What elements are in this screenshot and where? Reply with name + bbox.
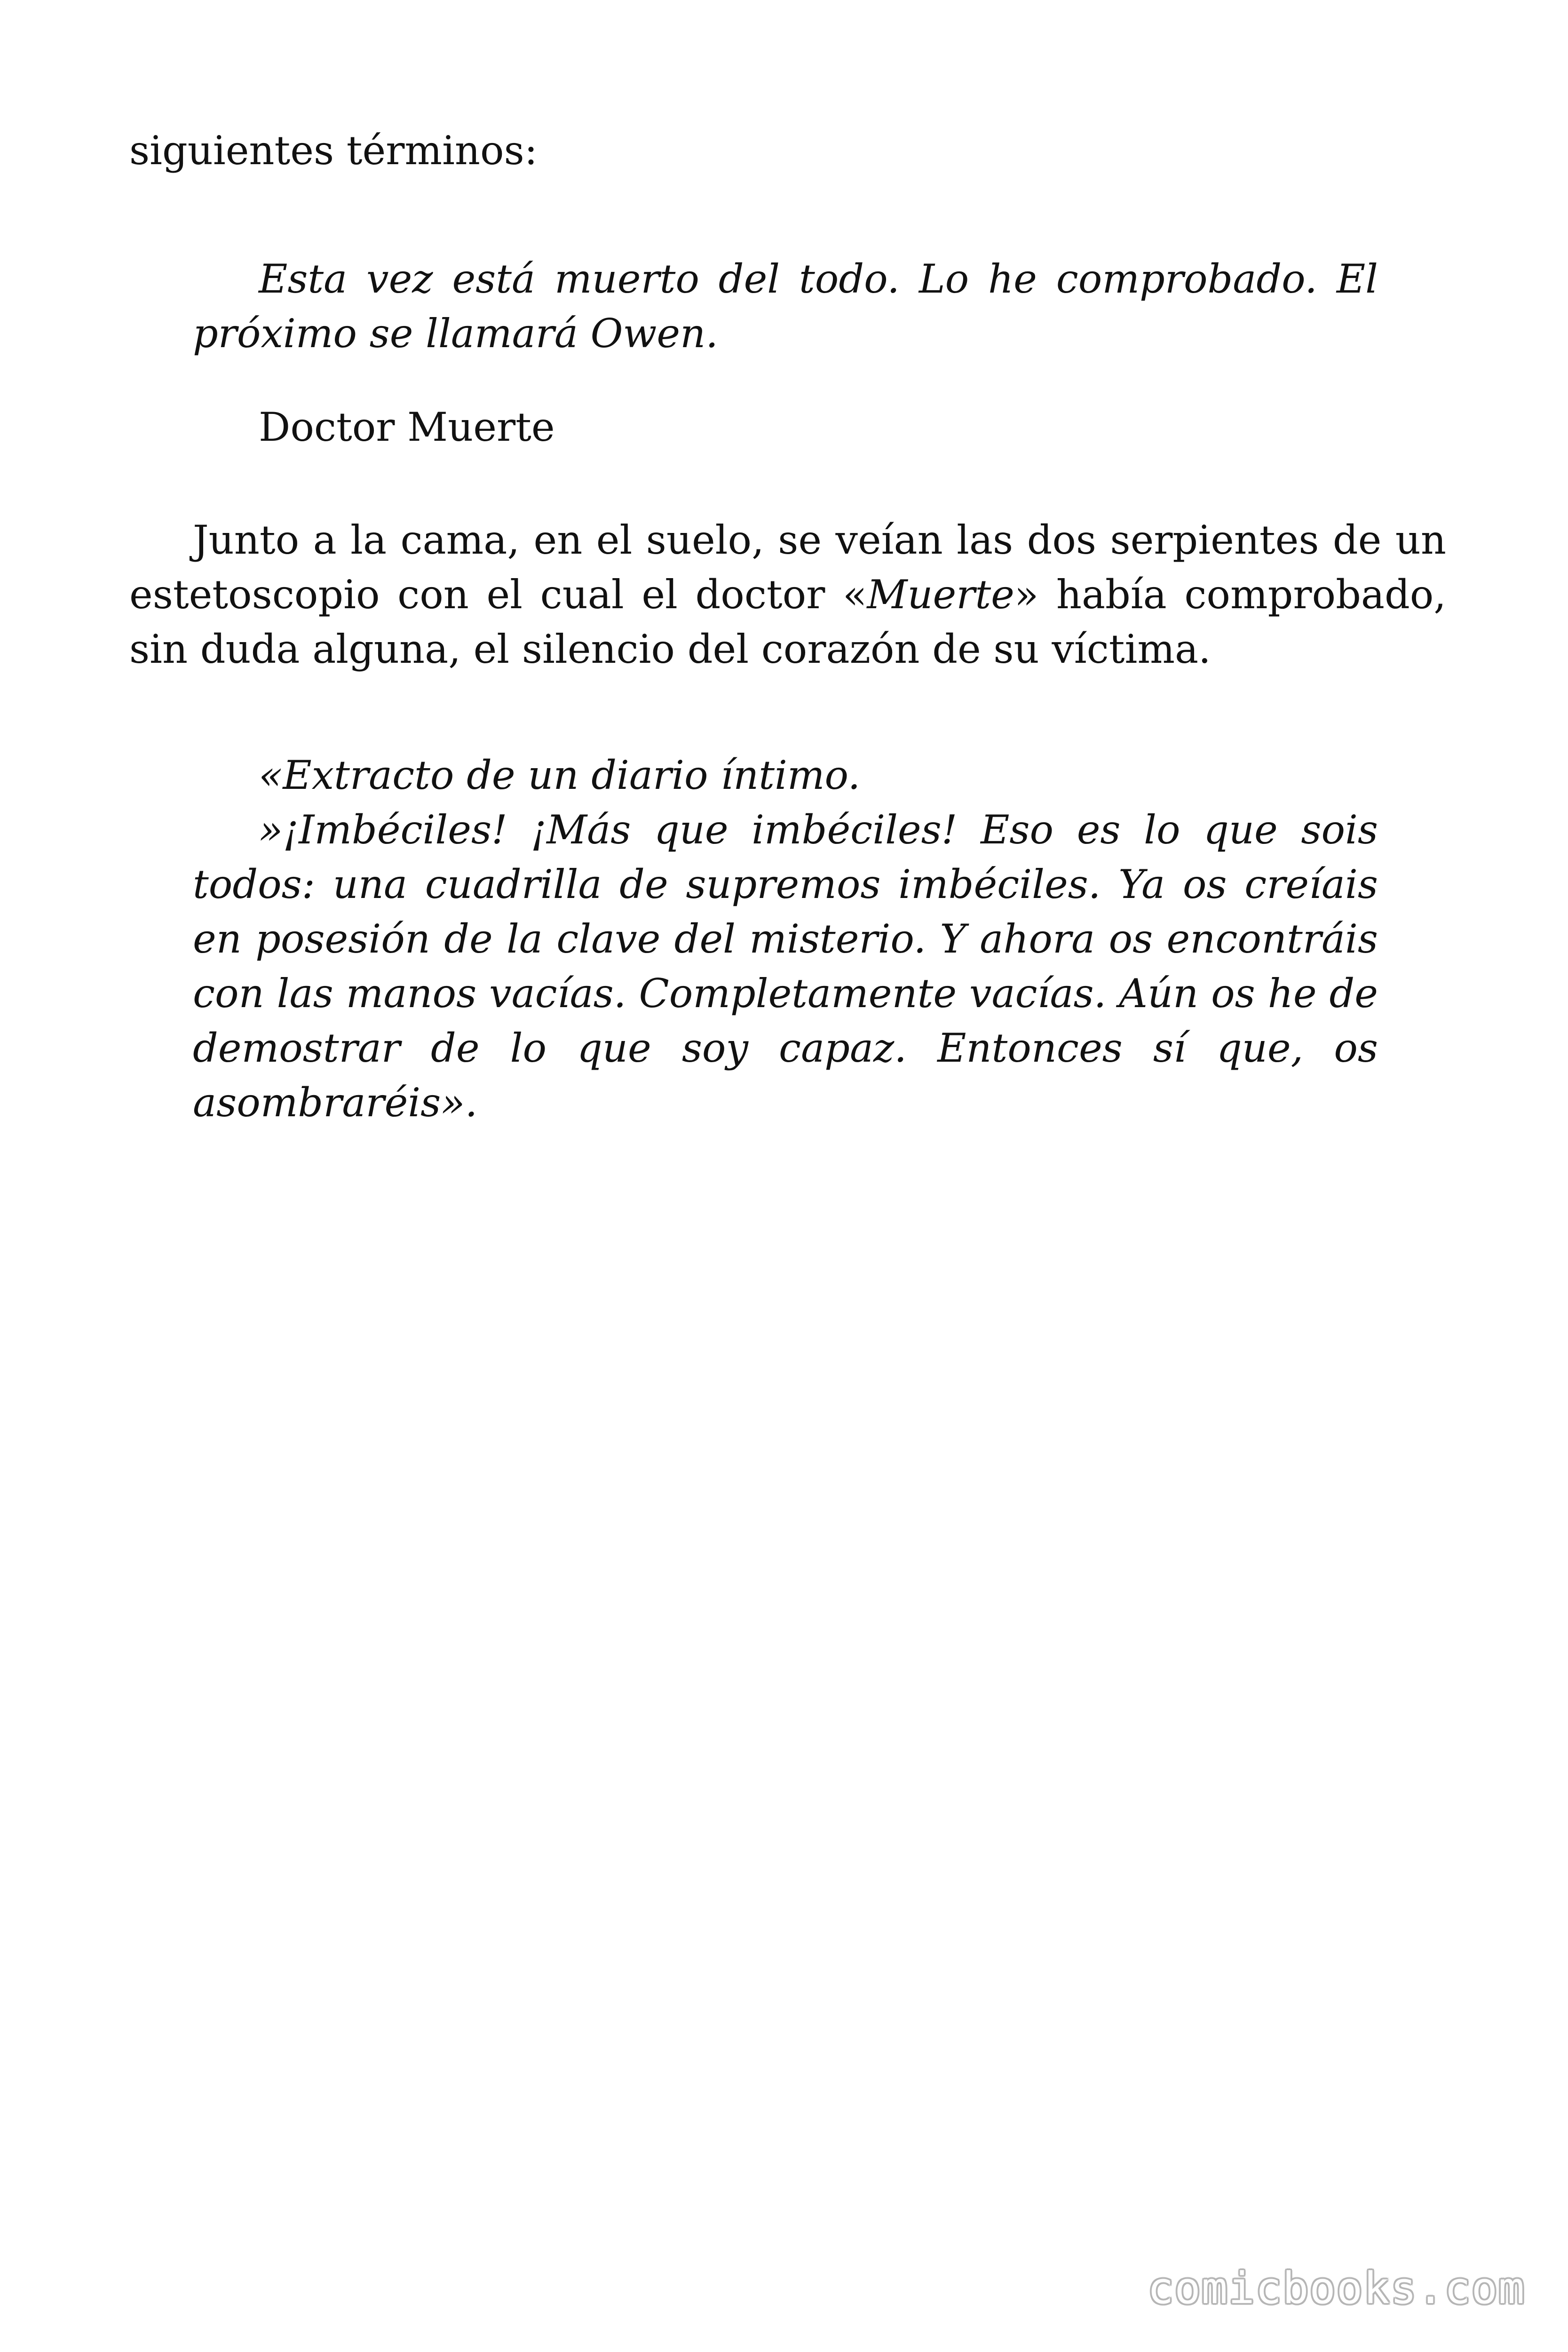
watermark-logo: comicbooks.com <box>1148 2263 1526 2313</box>
letter-body: Esta vez está muerto del todo. Lo he comprobado. El próximo se llamará Owen. <box>193 256 1378 357</box>
narrative-text-before: Junto a la cama, en el suelo, se veían las dos serpientes de un estetoscopio con el cual el doctor « <box>129 517 1446 618</box>
continued-paragraph: siguientes términos: <box>129 127 538 174</box>
letter-signature: Doctor Muerte <box>259 404 555 450</box>
diary-entry: »¡Imbéciles! ¡Más que imbéciles! Eso es lo que sois todos: una cuadrilla de supremos imbéciles. Ya os creíais en posesión de la clave del misterio. Y ahora os encontráis con las manos vacías. Completamente vacías. Aún os he de demostrar de lo que soy capaz. Entonces sí que, os asombraréis». <box>193 807 1378 1126</box>
diary-heading: «Extracto de un diario íntimo. <box>259 752 861 798</box>
diary-excerpt <box>193 748 1378 1130</box>
narrative-paragraph <box>129 513 1446 676</box>
narrative-emphasis: Muerte <box>867 572 1014 618</box>
narrative-text-after: » había comprobado, sin duda alguna, el silencio del corazón de su víctima. <box>129 572 1446 672</box>
